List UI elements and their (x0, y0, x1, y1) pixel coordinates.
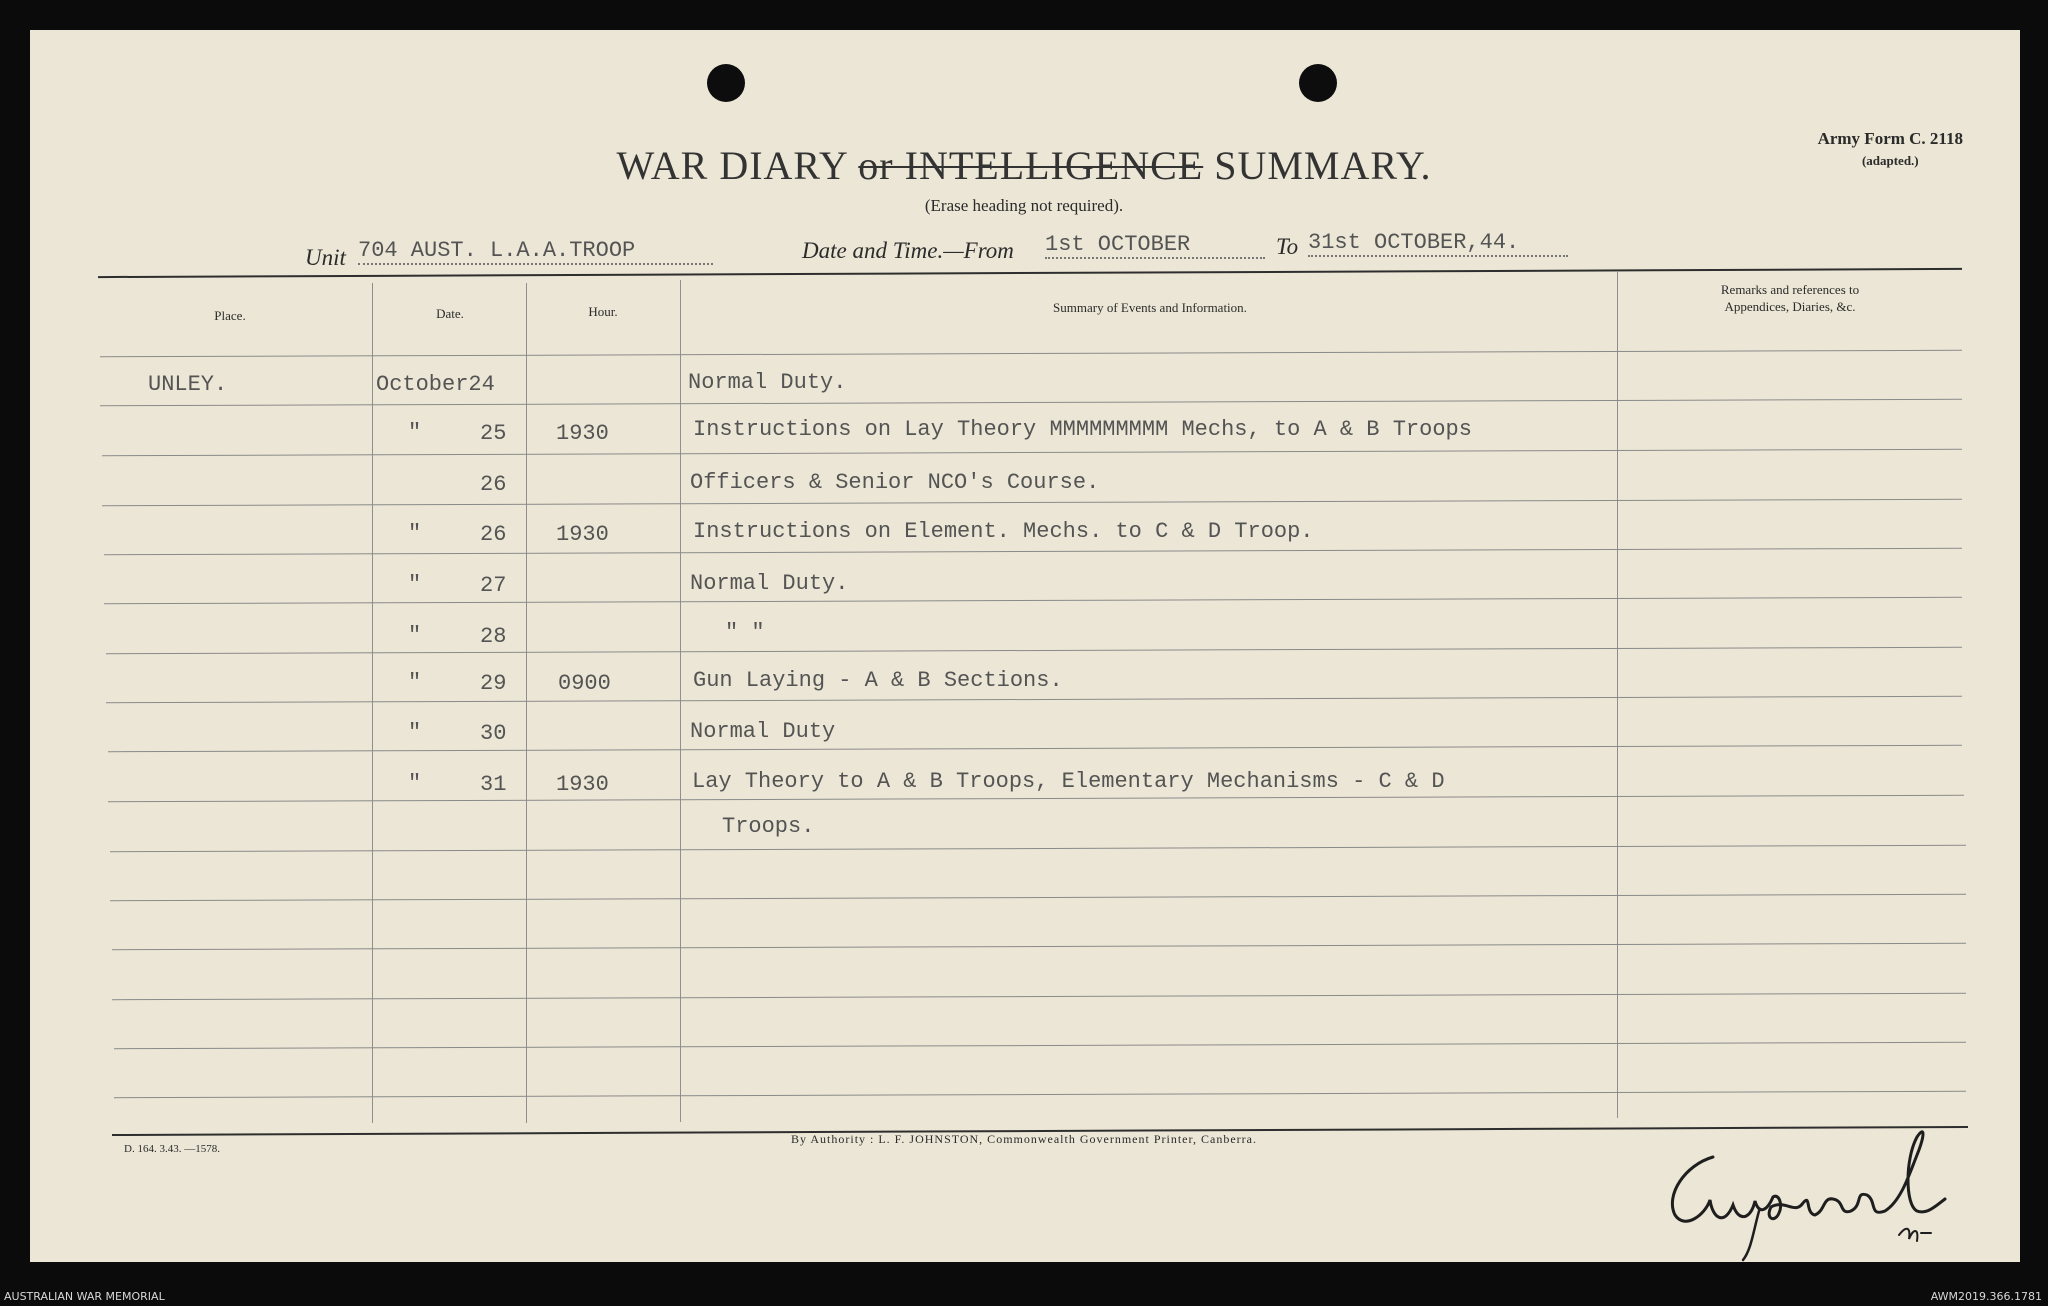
entry-date: October24 (376, 372, 495, 397)
entry-summary: Normal Duty. (690, 571, 849, 596)
entry-summary: Instructions on Lay Theory MMMMMMMMM Mechs, to A & B Troops (693, 417, 1472, 442)
entry-hour: 0900 (558, 671, 611, 696)
title-war-diary: WAR DIARY (616, 143, 848, 188)
army-form-label: Army Form C. 2118 (1817, 129, 1963, 148)
entry-summary: " " (725, 620, 765, 645)
unit-value: 704 AUST. L.A.A.TROOP (358, 238, 713, 265)
entry-hour: 1930 (556, 522, 609, 547)
entry-hour: 1930 (556, 772, 609, 797)
ditto-mark: " (408, 771, 422, 796)
printer-code: D. 164. 3.43. —1578. (124, 1143, 220, 1155)
signature-mark (1655, 1115, 1975, 1265)
entry-hour: 1930 (556, 421, 609, 446)
entry-summary: Officers & Senior NCO's Course. (690, 470, 1100, 495)
to-label: To (1276, 234, 1299, 259)
entry-summary: Normal Duty. (688, 370, 847, 395)
punch-hole (707, 64, 745, 102)
header-summary: Summary of Events and Information. (1053, 300, 1247, 315)
header-date: Date. (436, 306, 464, 321)
date-to: 31st OCTOBER,44. (1308, 230, 1568, 257)
entry-date: 25 (480, 421, 507, 446)
archive-caption-left: AUSTRALIAN WAR MEMORIAL (4, 1290, 165, 1303)
column-divider (372, 283, 373, 1123)
form-title (0, 142, 2048, 189)
printing-authority: By Authority : L. F. JOHNSTON, Commonwealth Government Printer, Canberra. (791, 1132, 1257, 1146)
entry-date: 26 (480, 472, 507, 497)
handwritten-signature (1655, 1115, 1975, 1270)
entry-summary: Gun Laying - A & B Sections. (693, 668, 1063, 693)
entry-date: 31 (480, 772, 507, 797)
date-label: Date and Time.—From (802, 238, 1014, 263)
title-intelligence-struck: or INTELLIGENCE (858, 143, 1204, 188)
entry-summary: Troops. (722, 814, 815, 839)
ditto-mark: " (408, 572, 422, 597)
entry-date: 28 (480, 624, 507, 649)
entry-date: 30 (480, 721, 507, 746)
entry-date: 29 (480, 671, 507, 696)
entry-date: 26 (480, 522, 507, 547)
erase-note: (Erase heading not required). (924, 196, 1124, 215)
ditto-mark: " (408, 521, 422, 546)
ditto-mark: " (408, 623, 422, 648)
army-form-number (1818, 128, 1963, 172)
column-divider (1617, 272, 1618, 1118)
header-remarks (1620, 281, 1960, 315)
title-summary: SUMMARY. (1214, 143, 1432, 188)
ditto-mark: " (408, 670, 422, 695)
entry-place: UNLEY. (148, 372, 228, 397)
ditto-mark: " (408, 720, 422, 745)
ditto-mark: " (408, 420, 422, 445)
header-remarks-line1: Remarks and references to (1720, 282, 1860, 297)
header-hour: Hour. (588, 304, 618, 319)
header-remarks-line2: Appendices, Diaries, &c. (1724, 299, 1856, 314)
unit-label: Unit (305, 245, 346, 270)
archive-caption-right: AWM2019.366.1781 (1930, 1290, 2042, 1303)
punch-hole (1299, 64, 1337, 102)
entry-summary: Lay Theory to A & B Troops, Elementary Mechanisms - C & D (692, 769, 1445, 794)
entry-summary: Instructions on Element. Mechs. to C & D Troop. (693, 519, 1314, 544)
date-from: 1st OCTOBER (1045, 232, 1265, 259)
entry-date: 27 (480, 573, 507, 598)
entry-summary: Normal Duty (690, 719, 836, 744)
header-place: Place. (214, 308, 246, 323)
army-form-sub: (adapted.) (1861, 153, 1919, 168)
